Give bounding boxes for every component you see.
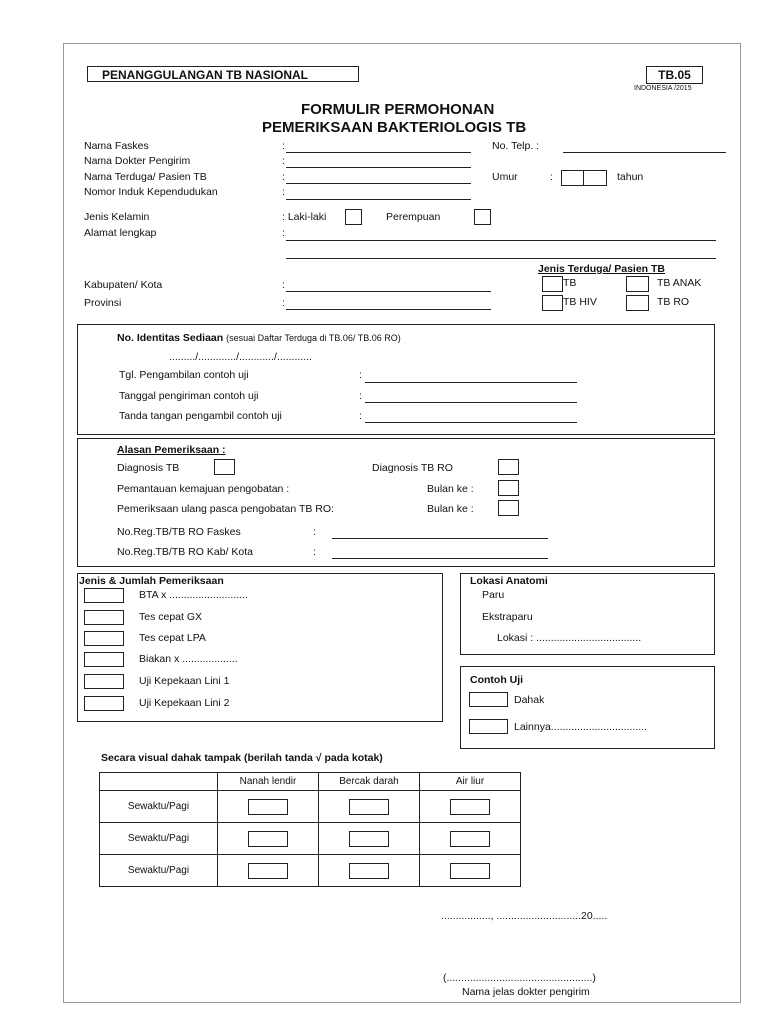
checkbox-lainnya[interactable] [469, 719, 508, 734]
checkbox-tb-ro[interactable] [626, 295, 649, 311]
visual-title: Secara visual dahak tampak (berilah tanda √ pada kotak) [101, 752, 383, 764]
option-perempuan: Perempuan [386, 211, 441, 223]
row-label: Sewaktu/Pagi [100, 823, 218, 855]
table-corner [100, 773, 218, 791]
item-bta: BTA x ........................... [139, 589, 248, 601]
check-box[interactable] [349, 799, 389, 815]
item-biakan: Biakan x ................... [139, 653, 238, 665]
label-noreg-kab: No.Reg.TB/TB RO Kab/ Kota [117, 546, 253, 558]
table-cell [420, 855, 521, 887]
checkbox-uji-kepekaan-2[interactable] [84, 696, 124, 711]
input-no-telp[interactable] [563, 152, 726, 153]
input-tanggal-pengiriman[interactable] [365, 402, 577, 403]
input-nama-faskes[interactable] [286, 152, 471, 153]
checkbox-tes-cepat-lpa[interactable] [84, 631, 124, 646]
check-box[interactable] [450, 863, 490, 879]
label-nama-dokter: Nama Dokter Pengirim [84, 155, 191, 167]
checkbox-uji-kepekaan-1[interactable] [84, 674, 124, 689]
colon: : [359, 369, 362, 381]
input-tgl-pengambilan[interactable] [365, 382, 577, 383]
checkbox-diagnosis-tb[interactable] [214, 459, 235, 475]
table-cell [420, 823, 521, 855]
input-tanda-tangan[interactable] [365, 422, 577, 423]
row-label: Sewaktu/Pagi [100, 855, 218, 887]
colon: : [359, 410, 362, 422]
form-page [63, 43, 741, 1003]
table-cell [218, 823, 319, 855]
form-subtitle: PEMERIKSAAN BAKTERIOLOGIS TB [262, 119, 527, 136]
option-lainnya: Lainnya................................. [514, 721, 648, 733]
checkbox-tes-cepat-gx[interactable] [84, 610, 124, 625]
alasan-title: Alasan Pemeriksaan : [117, 444, 226, 456]
jenis-pemeriksaan-title: Jenis & Jumlah Pemeriksaan [79, 575, 224, 587]
sediaan-title: No. Identitas Sediaan [117, 332, 224, 344]
label-alamat: Alamat lengkap [84, 227, 157, 239]
label-bulan-ke-2: Bulan ke : [427, 503, 474, 515]
umur-digit-2[interactable] [583, 170, 607, 186]
colon: : [313, 546, 316, 558]
label-provinsi: Provinsi [84, 297, 122, 309]
label-pemeriksaan-ulang: Pemeriksaan ulang pasca pengobatan TB RO: [117, 503, 334, 515]
sediaan-heading [117, 332, 401, 344]
check-box[interactable] [450, 799, 490, 815]
program-name: PENANGGULANGAN TB NASIONAL [102, 68, 308, 82]
checkbox-laki[interactable] [345, 209, 362, 225]
option-dahak: Dahak [514, 694, 545, 706]
umur-digit-1[interactable] [561, 170, 585, 186]
column-header: Nanah lendir [218, 773, 319, 791]
label-kabupaten: Kabupaten/ Kota [84, 279, 163, 291]
table-cell [420, 791, 521, 823]
contoh-uji-title: Contoh Uji [470, 674, 524, 686]
form-code-box [646, 66, 703, 84]
jenis-terduga-title: Jenis Terduga/ Pasien TB [538, 263, 666, 275]
label-diagnosis-tb: Diagnosis TB [117, 462, 180, 474]
table-cell [319, 855, 420, 887]
column-header: Air liur [420, 773, 521, 791]
label-nama-terduga: Nama Terduga/ Pasien TB [84, 171, 207, 183]
colon: : [550, 171, 553, 183]
label-umur: Umur [492, 171, 518, 183]
check-box[interactable] [349, 831, 389, 847]
input-alamat-1[interactable] [286, 240, 716, 241]
colon: : [282, 227, 285, 239]
item-tes-cepat-gx: Tes cepat GX [139, 611, 203, 623]
label-no-telp: No. Telp. : [492, 140, 540, 152]
label-tanggal-pengiriman: Tanggal pengiriman contoh uji [119, 390, 259, 402]
label-tahun: tahun [617, 171, 644, 183]
checkbox-biakan[interactable] [84, 652, 124, 667]
lokasi-ekstraparu: Ekstraparu [482, 611, 533, 623]
label-pemantauan: Pemantauan kemajuan pengobatan : [117, 483, 290, 495]
table-cell [319, 823, 420, 855]
signature-field[interactable]: (..................................................) [443, 972, 596, 984]
input-kabupaten[interactable] [286, 291, 491, 292]
checkbox-diagnosis-tb-ro[interactable] [498, 459, 519, 475]
colon: : [282, 171, 285, 183]
colon: : [282, 155, 285, 167]
jenis-pemeriksaan-section [77, 573, 443, 722]
colon: : [282, 140, 285, 152]
table-cell [218, 791, 319, 823]
sediaan-number-input[interactable]: ........./............./............/............ [169, 351, 312, 363]
sediaan-note: (sesuai Daftar Terduga di TB.06/ TB.06 RO) [226, 333, 401, 343]
input-nama-dokter[interactable] [286, 167, 471, 168]
label-nik: Nomor Induk Kependudukan [84, 186, 218, 198]
form-code: TB.05 [658, 68, 691, 82]
input-alamat-2[interactable] [286, 258, 716, 259]
option-tb: TB [563, 277, 577, 289]
lokasi-input[interactable]: Lokasi : .................................... [497, 632, 642, 644]
checkbox-tb-hiv[interactable] [542, 295, 563, 311]
check-box[interactable] [248, 863, 288, 879]
item-uji-kepekaan-2: Uji Kepekaan Lini 2 [139, 697, 230, 709]
item-tes-cepat-lpa: Tes cepat LPA [139, 632, 206, 644]
colon: : [313, 526, 316, 538]
option-laki: : Laki-laki [282, 211, 327, 223]
label-jenis-kelamin: Jenis Kelamin [84, 211, 150, 223]
item-uji-kepekaan-1: Uji Kepekaan Lini 1 [139, 675, 230, 687]
input-nama-terduga[interactable] [286, 183, 471, 184]
check-box[interactable] [349, 863, 389, 879]
input-bulan-ke-1[interactable] [498, 480, 519, 496]
checkbox-tb[interactable] [542, 276, 563, 292]
label-diagnosis-tb-ro: Diagnosis TB RO [372, 462, 453, 474]
checkbox-tb-anak[interactable] [626, 276, 649, 292]
check-box[interactable] [450, 831, 490, 847]
label-noreg-faskes: No.Reg.TB/TB RO Faskes [117, 526, 241, 538]
colon: : [282, 186, 285, 198]
colon: : [282, 297, 285, 309]
label-nama-faskes: Nama Faskes [84, 140, 149, 152]
option-tb-anak: TB ANAK [657, 277, 702, 289]
label-tanda-tangan: Tanda tangan pengambil contoh uji [119, 410, 282, 422]
input-provinsi[interactable] [286, 309, 491, 310]
form-title: FORMULIR PERMOHONAN [301, 101, 495, 118]
column-header: Bercak darah [319, 773, 420, 791]
checkbox-dahak[interactable] [469, 692, 508, 707]
check-box[interactable] [248, 799, 288, 815]
colon: : [359, 390, 362, 402]
table-cell [218, 855, 319, 887]
input-noreg-kab[interactable] [332, 558, 548, 559]
program-box [87, 66, 359, 82]
option-tb-hiv: TB HIV [563, 296, 597, 308]
colon: : [282, 279, 285, 291]
visual-table [99, 772, 521, 887]
signature-label: Nama jelas dokter pengirim [462, 986, 590, 998]
table-cell [319, 791, 420, 823]
place-date-field[interactable]: ................., .............................20..... [441, 910, 608, 922]
input-nik[interactable] [286, 199, 471, 200]
checkbox-bta[interactable] [84, 588, 124, 603]
input-noreg-faskes[interactable] [332, 538, 548, 539]
label-tgl-pengambilan: Tgl. Pengambilan contoh uji [119, 369, 249, 381]
country-year: INDONESIA /2015 [634, 85, 692, 92]
lokasi-paru: Paru [482, 589, 505, 601]
lokasi-title: Lokasi Anatomi [470, 575, 548, 587]
option-tb-ro: TB RO [657, 296, 690, 308]
input-bulan-ke-2[interactable] [498, 500, 519, 516]
checkbox-perempuan[interactable] [474, 209, 491, 225]
label-bulan-ke-1: Bulan ke : [427, 483, 474, 495]
check-box[interactable] [248, 831, 288, 847]
row-label: Sewaktu/Pagi [100, 791, 218, 823]
